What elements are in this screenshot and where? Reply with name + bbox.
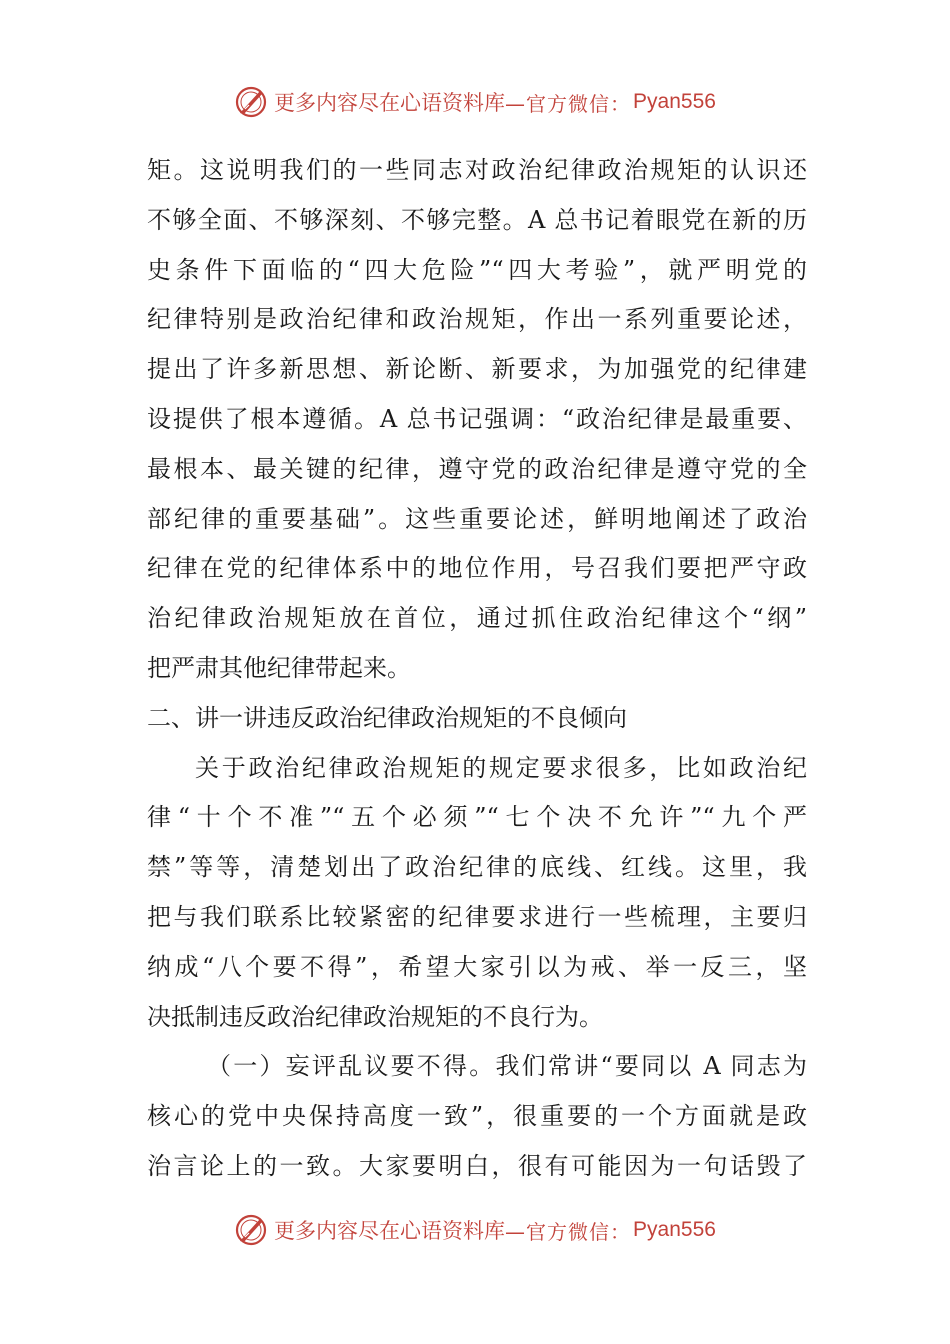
body-line: 律“十个不准”“五个必须”“七个决不允许”“九个严 — [147, 803, 807, 832]
section-heading: 二、讲一讲违反政治纪律政治规矩的不良倾向 — [147, 703, 627, 732]
body-line: 提出了许多新思想、新论断、新要求，为加强党的纪律建 — [147, 355, 807, 384]
body-line: 不够全面、不够深刻、不够完整。A 总书记着眼党在新的历 — [147, 205, 807, 234]
body-line: 禁”等等，清楚划出了政治纪律的底线、红线。这里，我 — [147, 853, 807, 882]
header-watermark — [0, 82, 950, 122]
body-line: 部纪律的重要基础”。这些重要论述，鲜明地阐述了政治 — [147, 504, 807, 533]
watermark-brand-text: 更多内容尽在心语资料库 — [274, 1219, 506, 1243]
watermark-brand-text: 更多内容尽在心语资料库 — [274, 91, 506, 115]
footer-watermark — [0, 1210, 950, 1250]
body-line: 最根本、最关键的纪律，遵守党的政治纪律是遵守党的全 — [147, 454, 807, 483]
body-line: 治言论上的一致。大家要明白，很有可能因为一句话毁了 — [147, 1151, 807, 1180]
quill-seal-icon — [234, 85, 268, 119]
watermark-official-text: —官方微信： — [505, 1219, 632, 1244]
watermark-wechat-id: Pyan556 — [633, 1218, 716, 1241]
body-line: 把与我们联系比较紧密的纪律要求进行一些梳理，主要归 — [147, 902, 807, 931]
body-line: 决抵制违反政治纪律政治规矩的不良行为。 — [147, 1002, 603, 1031]
body-line: 纪律在党的纪律体系中的地位作用，号召我们要把严守政 — [147, 554, 807, 583]
watermark-wechat-id: Pyan556 — [633, 90, 716, 113]
body-line: 把严肃其他纪律带起来。 — [147, 653, 411, 682]
body-line: 治纪律政治规矩放在首位，通过抓住政治纪律这个“纲” — [147, 604, 807, 633]
subsection-line: （一）妄评乱议要不得。我们常讲“要同以 A 同志为 — [207, 1052, 807, 1081]
watermark-official-text: —官方微信： — [505, 91, 632, 116]
body-line: 设提供了根本遵循。A 总书记强调：“政治纪律是最重要、 — [147, 404, 807, 433]
body-line: 关于政治纪律政治规矩的规定要求很多，比如政治纪 — [195, 753, 807, 782]
document-body — [147, 146, 807, 1192]
body-line: 矩。这说明我们的一些同志对政治纪律政治规矩的认识还 — [147, 156, 807, 184]
quill-seal-icon — [234, 1213, 268, 1247]
body-line: 纪律特别是政治纪律和政治规矩，作出一系列重要论述， — [147, 305, 807, 334]
body-line: 核心的党中央保持高度一致”，很重要的一个方面就是政 — [147, 1102, 807, 1131]
body-line: 纳成“八个要不得”，希望大家引以为戒、举一反三，坚 — [147, 952, 807, 981]
body-line: 史条件下面临的“四大危险”“四大考验”，就严明党的 — [147, 255, 807, 284]
